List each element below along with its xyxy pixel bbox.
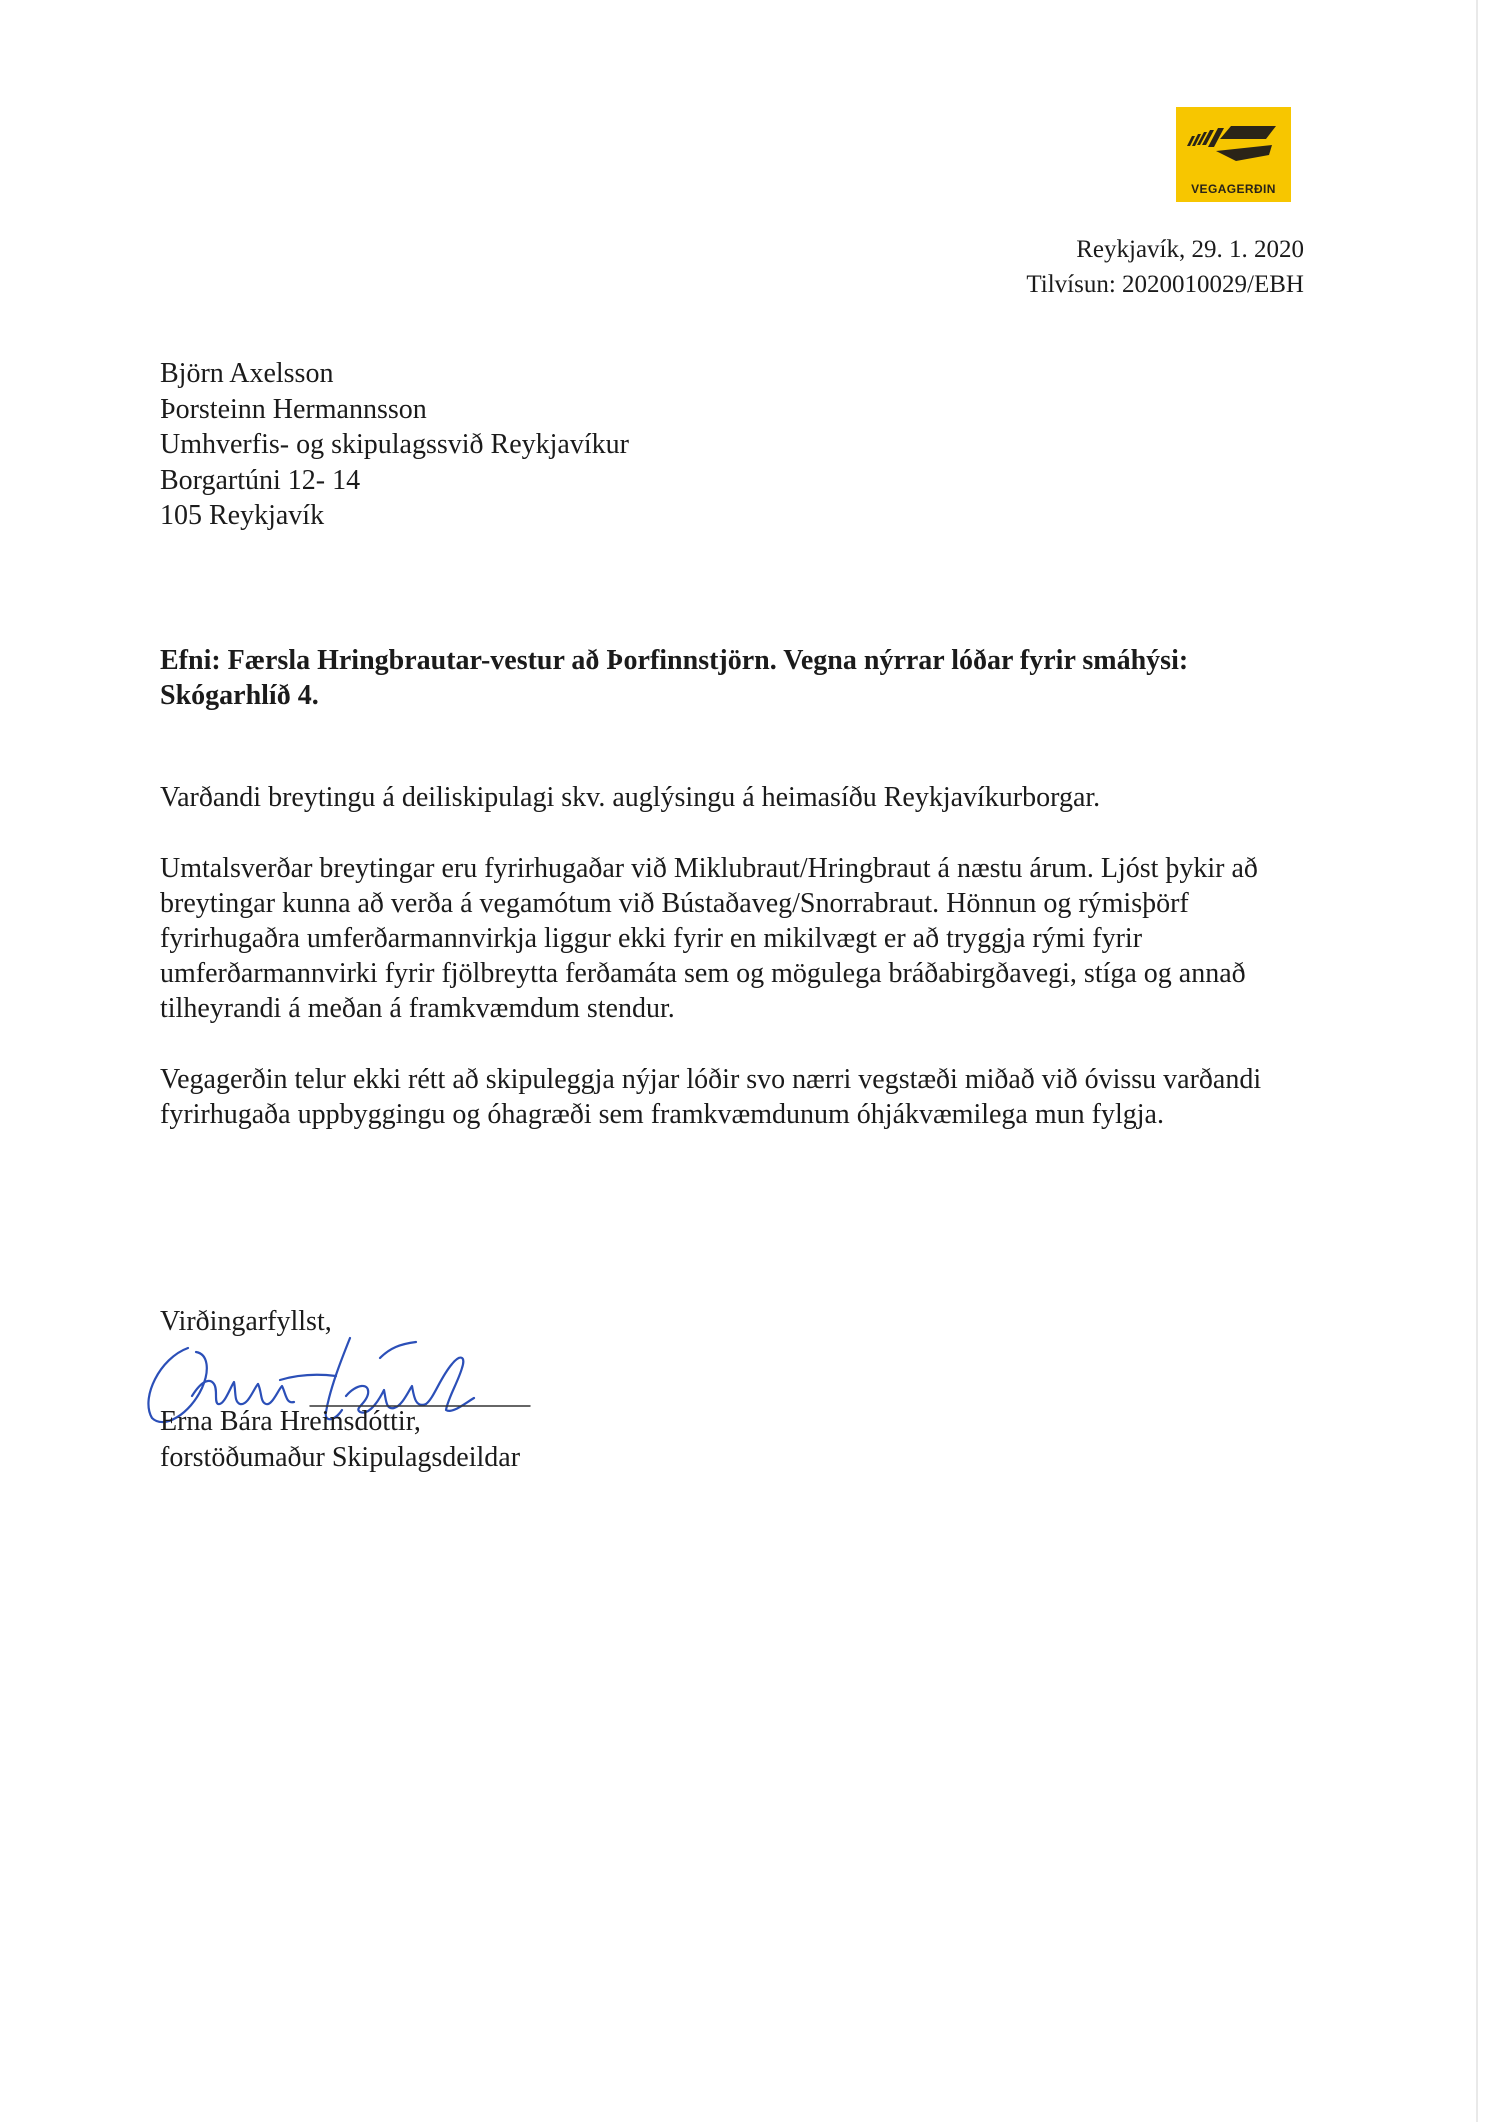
logo-text: VEGAGERÐIN — [1191, 182, 1276, 196]
body-paragraph: Vegagerðin telur ekki rétt að skipuleggja nýjar lóðir svo nærri vegstæði miðað við óvissu varðandi fyrirhugaða uppbyggingu og óhagræði sem framkvæmdunum óhjákvæmilega mun fylgja. — [160, 1064, 1262, 1130]
closing-salutation: Virðingarfyllst, — [160, 1306, 332, 1337]
body-paragraph: Umtalsverðar breytingar eru fyrirhugaðar við Miklubraut/Hringbraut á næstu árum. Ljóst þykir að breytingar kunna að verða á vegamótum við Bústaðaveg/Snorrabraut. Hönnun og rýmisþörf fyrirhugaðra umferðarmannvirkja liggur ekki fyrir en mikilvægt er að tryggja rými fyrir umferðarmannvirki fyrir fjölbreytta ferðamáta sem og mögulega bráðabirgðavegi, stíga og annað tilheyrandi á meðan á framkvæmdum stendur. — [160, 853, 1258, 1024]
recipient-line: Umhverfis- og skipulagssvið Reykjavíkur — [160, 429, 629, 460]
body-paragraph: Varðandi breytingu á deiliskipulagi skv. auglýsingu á heimasíðu Reykjavíkurborgar. — [160, 782, 1101, 813]
recipient-address — [160, 356, 629, 534]
letter-date: Reykjavík, 29. 1. 2020 — [1076, 236, 1304, 263]
road-logo-icon — [1176, 107, 1291, 177]
vegagerdin-logo — [1176, 107, 1291, 202]
signer-title: forstöðumaður Skipulagsdeildar — [160, 1442, 521, 1473]
recipient-line: Þorsteinn Hermannsson — [160, 393, 427, 425]
recipient-line: Borgartúni 12- 14 — [160, 464, 361, 496]
page-edge — [1476, 0, 1478, 2122]
letter-subject: Efni: Færsla Hringbrautar-vestur að Þorfinnstjörn. Vegna nýrrar lóðar fyrir smáhýsi: Skógarhlíð 4. — [160, 645, 1189, 711]
letter-body — [160, 780, 1320, 1168]
recipient-line: Björn Axelsson — [160, 358, 334, 389]
signer-block — [160, 1404, 520, 1476]
date-reference-block — [1026, 232, 1304, 302]
signer-name: Erna Bára Hreinsdóttir, — [160, 1406, 421, 1437]
recipient-line: 105 Reykjavík — [160, 500, 325, 531]
reference-number: Tilvísun: 2020010029/EBH — [1026, 271, 1304, 298]
